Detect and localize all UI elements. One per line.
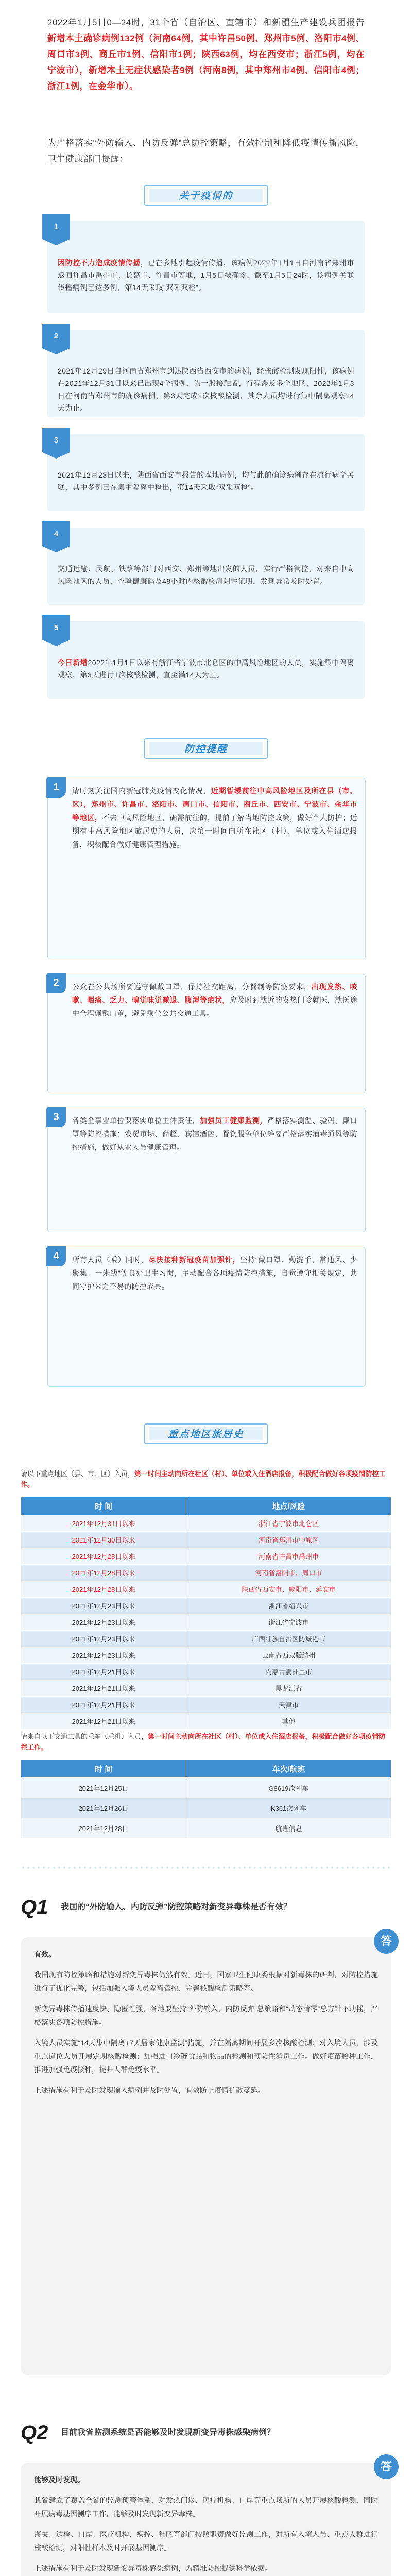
case-number: 3 bbox=[54, 436, 59, 445]
table-row: 2021年12月21日以来 天津市 bbox=[21, 1697, 391, 1713]
answer-body: 有效。 我国现有防控策略和措施对新变异毒株仍然有效。近日，国家卫生健康委根据对新毒株的研判，对防控措施进行了优化完善，包括加强入境人员隔离管控、完善核酸检测策略等。 新变异毒株传播速度快、隐匿性强，各地要坚持“外防输入、内防反弹”总策略和“动态清零”总方针不动摇，严格落实各项防控措施。 入境人员实施“14天集中隔离+7天居家健康监测”措施，并在隔离期间开展多次核酸检测；对入境人员、涉及重点岗位人员开展定期核酸检测；加强进口冷链食品和物品的检测和预防性消毒工作。做好疫苗接种工作，推进加强免疫接种，提升人群免疫水平。 上述措施有利于及时发现输入病例并及时处置，有效防止疫情扩散蔓延。 bbox=[34, 1950, 378, 2094]
answer-body: 能够及时发现。 我省建立了覆盖全省的监测预警体系，对发热门诊、医疗机构、口岸等重点场所的人员开展核酸检测，同时开展病毒基因测序工作，能够及时发现新变异毒株。 海关、边检、口岸、医疗机构、疾控、社区等部门按照职责做好监测工作，对所有入境人员、重点人群进行核酸检测，对阳性样本及时开展基因测序。 上述措施有利于及时发现新变异毒株感染病例，为精准防控提供科学依据。 bbox=[34, 2476, 378, 2572]
table-row: 2021年12月28日以来 河南省洛阳市、周口市 bbox=[21, 1565, 391, 1581]
table-row: 2021年12月21日以来 内蒙古满洲里市 bbox=[21, 1664, 391, 1680]
question-text: 我国的“外防输入、内防反弹”防控策略对新变异毒株是否有效？ bbox=[61, 1903, 292, 1911]
answer-box-1 bbox=[21, 1937, 391, 2375]
case-number: 2 bbox=[54, 332, 59, 341]
answer-box-2 bbox=[21, 2460, 392, 2576]
section-title: 防控提醒 bbox=[184, 744, 228, 755]
tip-card-2 bbox=[47, 974, 365, 1092]
tip-card-1 bbox=[47, 778, 365, 958]
answer-badge: 答 bbox=[374, 2454, 399, 2479]
table-header-row: 时 间 车次/航班 bbox=[21, 1760, 391, 1778]
transport-table bbox=[21, 1759, 391, 1838]
dotted-divider bbox=[21, 1865, 391, 1870]
tip-card-3 bbox=[47, 1108, 365, 1231]
case-number: 1 bbox=[54, 223, 59, 231]
question-label: Q1 bbox=[21, 1896, 48, 1919]
question-2 bbox=[21, 2421, 371, 2452]
lead-paragraph: 为严格落实“外防输入、内防反弹”总防控策略，有效控制和降低疫情传播风险，卫生健康部门提醒： bbox=[47, 138, 365, 164]
tip-card-4 bbox=[47, 1247, 365, 1386]
section-ribbon-tips bbox=[139, 737, 273, 760]
table-row: 2021年12月23日以来 广西壮族自治区防城港市 bbox=[21, 1631, 391, 1647]
section-title: 重点地区旅居史 bbox=[168, 1429, 244, 1440]
case-card-5 bbox=[47, 621, 365, 699]
case-number: 5 bbox=[54, 623, 59, 632]
case-text: 因防控不力造成疫情传播，已在多地引起疫情传播，该病例2022年1月1日自河南省郑州市返回许昌市禹州市、长葛市、许昌市等地，1月5日被确诊，截至1月5日24时，该病例关联传播病例已达多例，第14天采取“双采双检”。 bbox=[58, 259, 355, 292]
case-text: 2021年12月29日自河南省郑州市到达陕西省西安市的病例，经核酸检测发现阳性，该病例在2021年12月31日以来已出现4个病例，为一般接触者，行程涉及多个地区，2022年1月3日在河南省郑州市的确诊病例，第3天完成1次核酸检测，其余人员均进行集中隔离观察14天为止。 bbox=[58, 367, 354, 412]
table-row: 2021年12月21日以来 其他 bbox=[21, 1713, 391, 1730]
table-row: 2021年12月25日 G8619次列车 bbox=[21, 1778, 391, 1798]
question-1 bbox=[21, 1896, 371, 1927]
table-row: 2021年12月28日以来 河南省许昌市禹州市 bbox=[21, 1548, 391, 1565]
case-number: 4 bbox=[54, 530, 59, 538]
intro-text: 2022年1月5日0—24时，31个省（自治区、直辖市）和新疆生产建设兵团报告 bbox=[47, 18, 365, 27]
case-text: 今日新增2022年1月1日以来有浙江省宁波市北仑区的中高风险地区的人员，实施集中隔离观察，第3天进行1次核酸检测，直至满14天为止。 bbox=[58, 658, 354, 679]
question-text: 目前我省监测系统是否能够及时发现新变异毒株感染病例？ bbox=[61, 2428, 276, 2437]
intro-red-text: 新增本土确诊病例132例（河南64例，其中许昌50例、郑州市5例、洛阳市4例、周口市3例、商丘市1例、信阳市1例；陕西63例，均在西安市；浙江5例，均在宁波市），新增本土无症状感染者9例（河南8例，其中郑州市4例、信阳市4例；浙江1例，在金华市）。 bbox=[47, 33, 365, 91]
table-row: 2021年12月28日以来 陕西省西安市、咸阳市、延安市 bbox=[21, 1581, 391, 1598]
case-card-2 bbox=[47, 330, 365, 417]
table1-note: 请以下重点地区（县、市、区）入员，第一时间主动向所在社区（村）、单位或入住酒店报备，积极配合做好各项疫情防控工作。 bbox=[21, 1470, 386, 1488]
tip-number: 1 bbox=[46, 777, 66, 798]
case-card-4 bbox=[47, 528, 365, 605]
section-ribbon-areas bbox=[139, 1422, 273, 1446]
case-card-1 bbox=[47, 221, 365, 313]
case-card-3 bbox=[47, 434, 365, 511]
tip-text: 请时刻关注国内新冠肺炎疫情变化情况，近期暂缓前往中高风险地区及所在县（市、区），郑州市、许昌市、洛阳市、周口市、信阳市、商丘市、西安市、宁波市、金华市等地区，不去中高风险地区，确需前往的，提前了解当地防控政策，做好个人防护；近期有中高风险地区旅居史的人员，应第一时间向所在社区（村）、单位或入住酒店报备，积极配合做好健康管理措施。 bbox=[72, 787, 358, 849]
tip-number: 4 bbox=[46, 1246, 66, 1266]
table-row: 2021年12月28日 航班信息 bbox=[21, 1818, 391, 1838]
table-row: 2021年12月23日以来 云南省西双版纳州 bbox=[21, 1647, 391, 1664]
table2-note: 请来自以下交通工具的乘车（乘机）入员，第一时间主动向所在社区（村）、单位或入住酒店报备，积极配合做好各项疫情防控工作。 bbox=[21, 1733, 386, 1751]
table-row: 2021年12月30日以来 河南省郑州市中原区 bbox=[21, 1532, 391, 1548]
section-ribbon-cases bbox=[139, 183, 273, 207]
question-label: Q2 bbox=[21, 2421, 48, 2444]
risk-area-table bbox=[21, 1497, 391, 1730]
table-header-row: 时 间 地点/风险 bbox=[21, 1497, 391, 1515]
table-row: 2021年12月31日以来 浙江省宁波市北仑区 bbox=[21, 1515, 391, 1532]
case-text: 2021年12月23日以来，陕西省西安市报告的本地病例，均与此前确诊病例存在流行病学关联，其中多例已在集中隔离中检出，第14天采取“双采双检”。 bbox=[58, 471, 354, 492]
case-text: 交通运输、民航、铁路等部门对西安、郑州等地出发的人员，实行严格管控，对来自中高风险地区的人员，查验健康码及48小时内核酸检测阴性证明，发现异常及时处置。 bbox=[58, 565, 354, 585]
answer-badge: 答 bbox=[374, 1929, 399, 1954]
tip-text: 公众在公共场所要遵守佩戴口罩、保持社交距离、分餐制等防疫要求，出现发热、咳嗽、咽痛、乏力、嗅觉味觉减退、腹泻等症状，应及时到就近的发热门诊就医，就医途中全程佩戴口罩，避免乘坐公共交通工具。 bbox=[72, 982, 358, 1018]
section-title: 关于疫情的 bbox=[179, 191, 233, 201]
tip-number: 2 bbox=[46, 973, 66, 993]
table-row: 2021年12月23日以来 浙江省宁波市 bbox=[21, 1614, 391, 1631]
tip-number: 3 bbox=[46, 1107, 66, 1127]
table-row: 2021年12月26日 K361次列车 bbox=[21, 1798, 391, 1818]
table-row: 2021年12月23日以来 浙江省绍兴市 bbox=[21, 1598, 391, 1614]
table-row: 2021年12月21日以来 黑龙江省 bbox=[21, 1680, 391, 1697]
intro-paragraph bbox=[47, 14, 365, 94]
tip-text: 各类企事业单位要落实单位主体责任，加强员工健康监测，严格落实测温、验码、戴口罩等防控措施；农贸市场、商超、宾馆酒店、餐饮服务单位等要严格落实消毒通风等防控措施，做好从业人员健康管理。 bbox=[72, 1116, 358, 1151]
tip-text: 所有人员（乘）同时，尽快接种新冠疫苗加强针，坚持“戴口罩、勤洗手、常通风、少聚集、一米线”等良好卫生习惯，主动配合各项疫情防控措施，自觉遵守相关规定，共同守护来之不易的防控成果。 bbox=[72, 1256, 358, 1291]
